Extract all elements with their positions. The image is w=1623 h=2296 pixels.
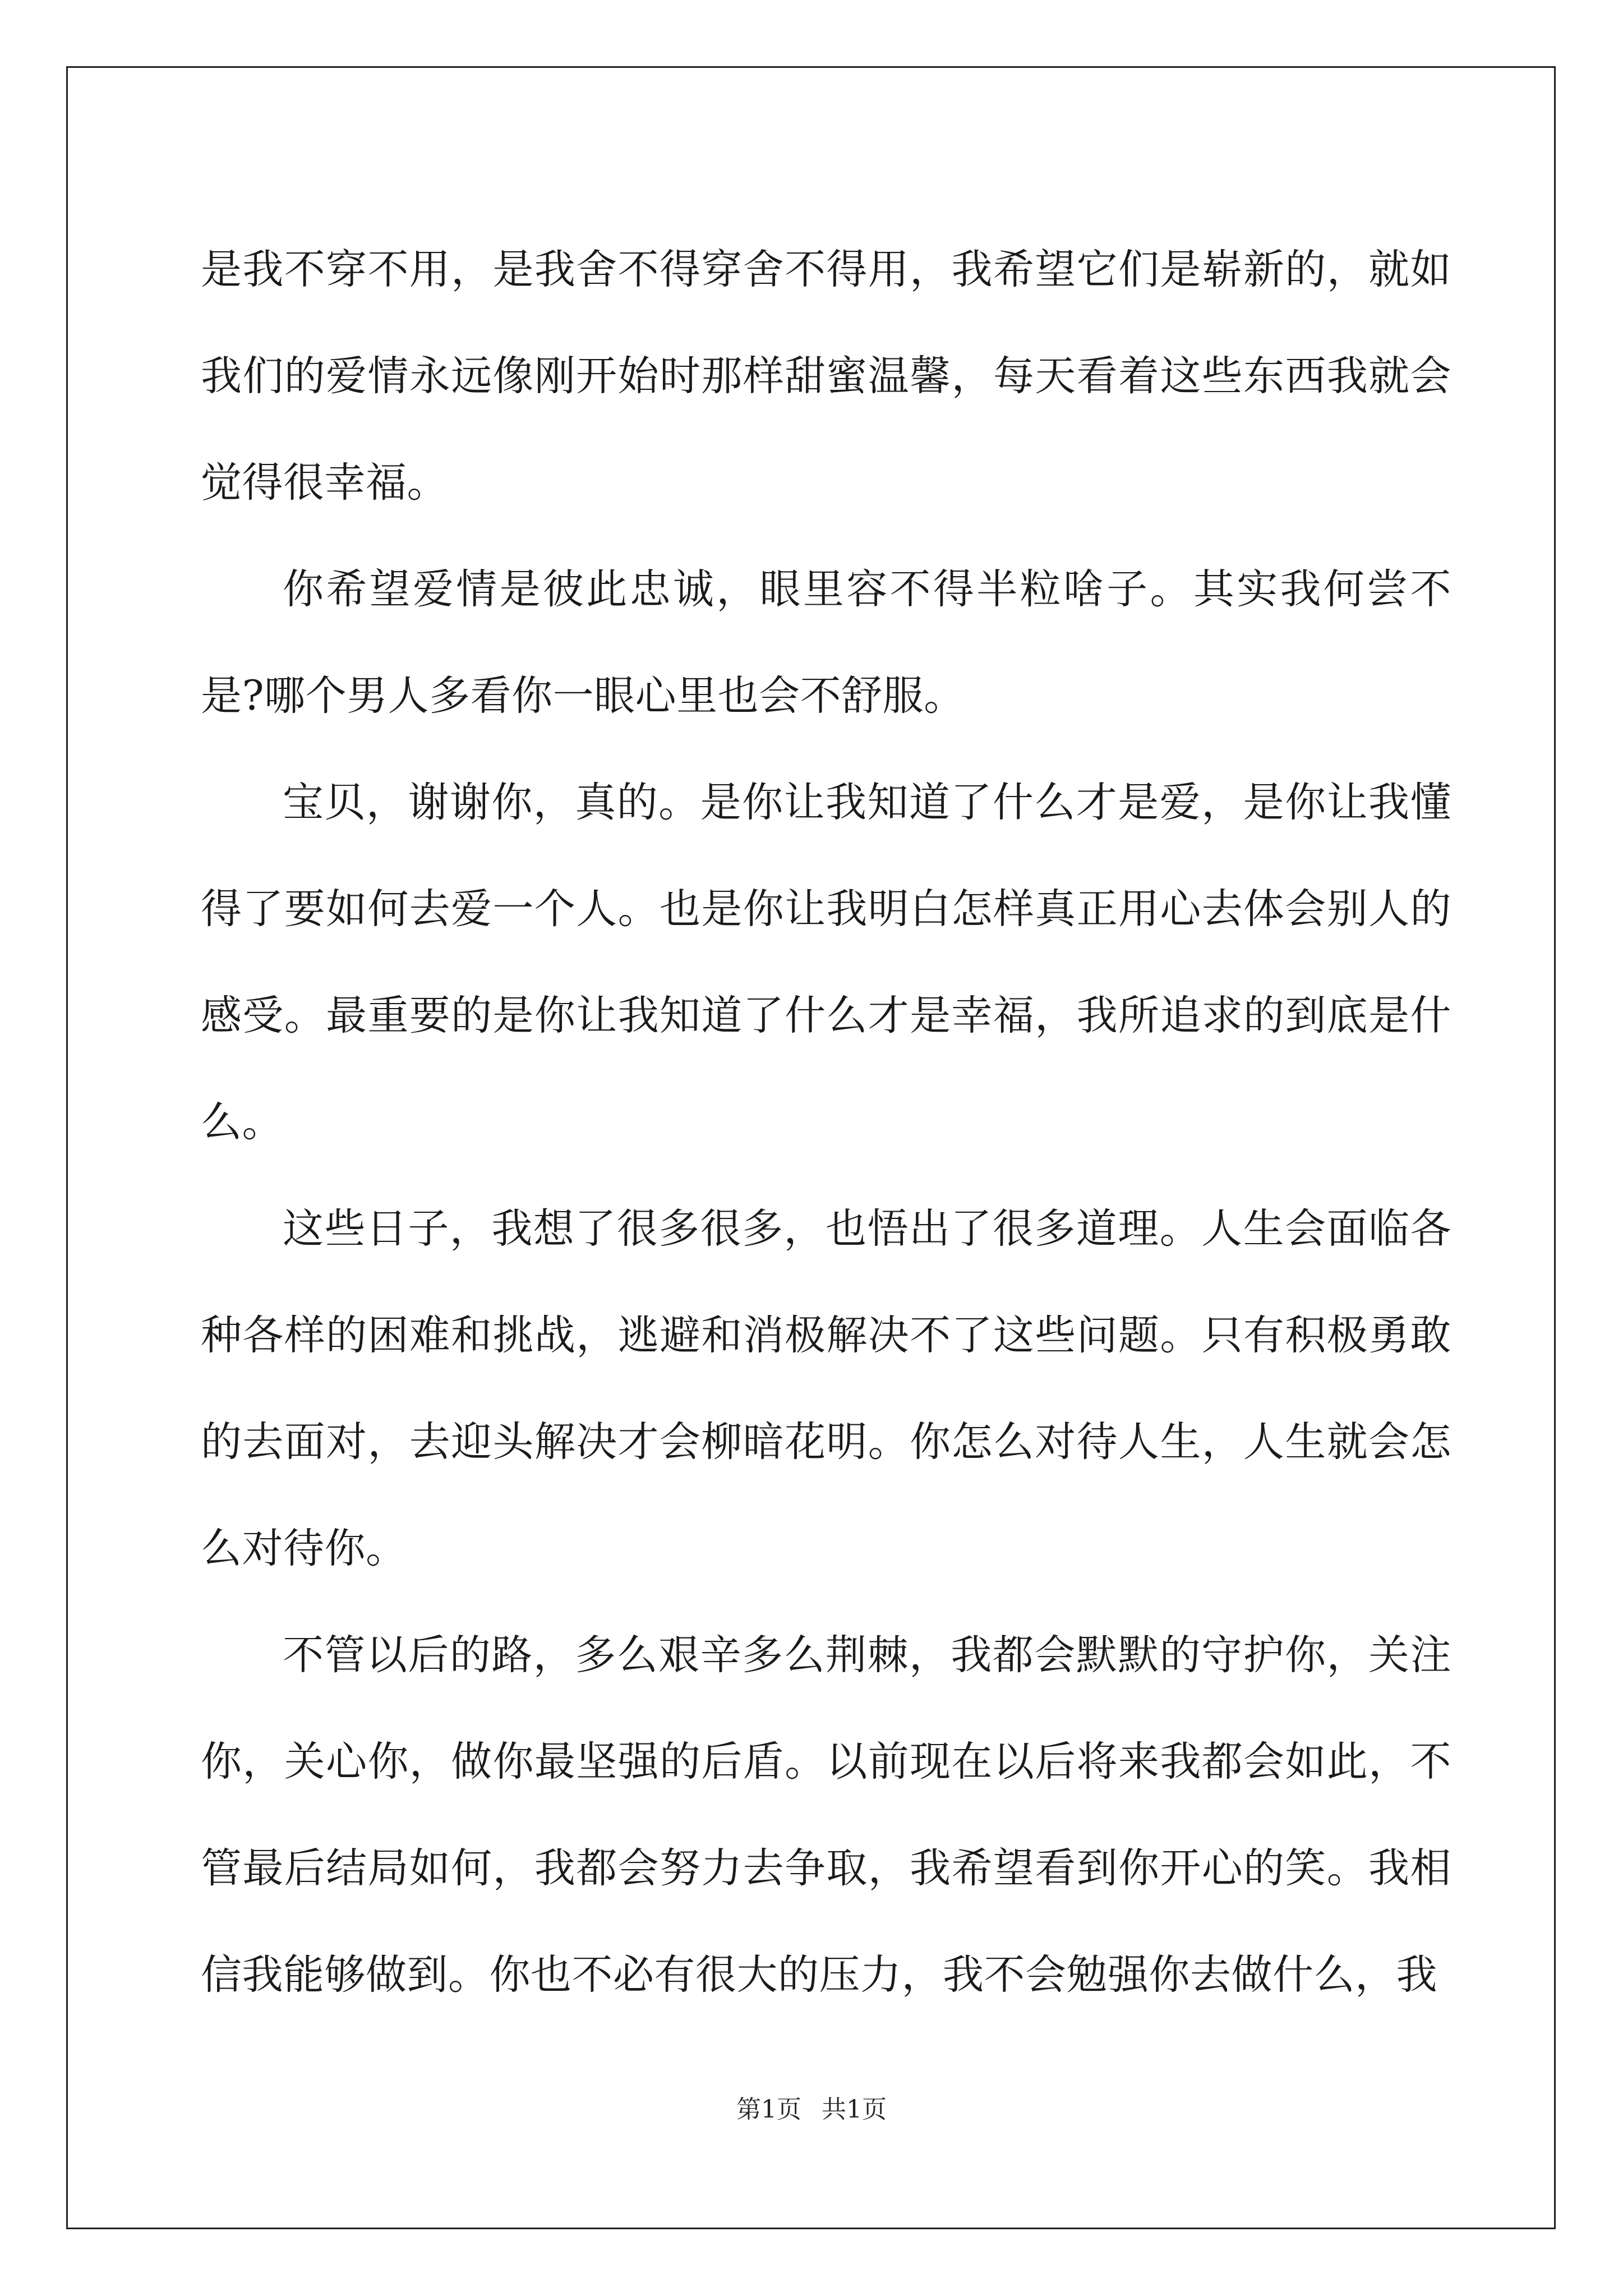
- paragraph-1: 是我不穿不用，是我舍不得穿舍不得用，我希望它们是崭新的，就如我们的爱情永远像刚开始时那样甜蜜温馨，每天看着这些东西我就会觉得很幸福。: [201, 246, 1451, 507]
- document-body: [201, 217, 1451, 2028]
- paragraph-3: 宝贝，谢谢你，真的。是你让我知道了什么才是爱，是你让我懂得了要如何去爱一个人。也是你让我明白怎样真正用心去体会别人的感受。最重要的是你让我知道了什么才是幸福，我所追求的到底是什么。: [201, 779, 1451, 1146]
- paragraph-2: 你希望爱情是彼此忠诚，眼里容不得半粒啥子。其实我何尝不是?哪个男人多看你一眼心里也会不舒服。: [201, 565, 1451, 720]
- page-number: 第1页: [736, 2095, 801, 2124]
- paragraph-4: 这些日子，我想了很多很多，也悟出了很多道理。人生会面临各种各样的困难和挑战，逃避和消极解决不了这些问题。只有积极勇敢的去面对，去迎头解决才会柳暗花明。你怎么对待人生，人生就会怎么对待你。: [201, 1205, 1451, 1572]
- page-footer: [0, 2089, 1623, 2125]
- page-total: 共1页: [822, 2095, 887, 2124]
- paragraph-5: 不管以后的路，多么艰辛多么荆棘，我都会默默的守护你，关注你，关心你，做你最坚强的后盾。以前现在以后将来我都会如此，不管最后结局如何，我都会努力去争取，我希望看到你开心的笑。我相信我能够做到。你也不必有很大的压力，我不会勉强你去做什么，我: [201, 1631, 1451, 1999]
